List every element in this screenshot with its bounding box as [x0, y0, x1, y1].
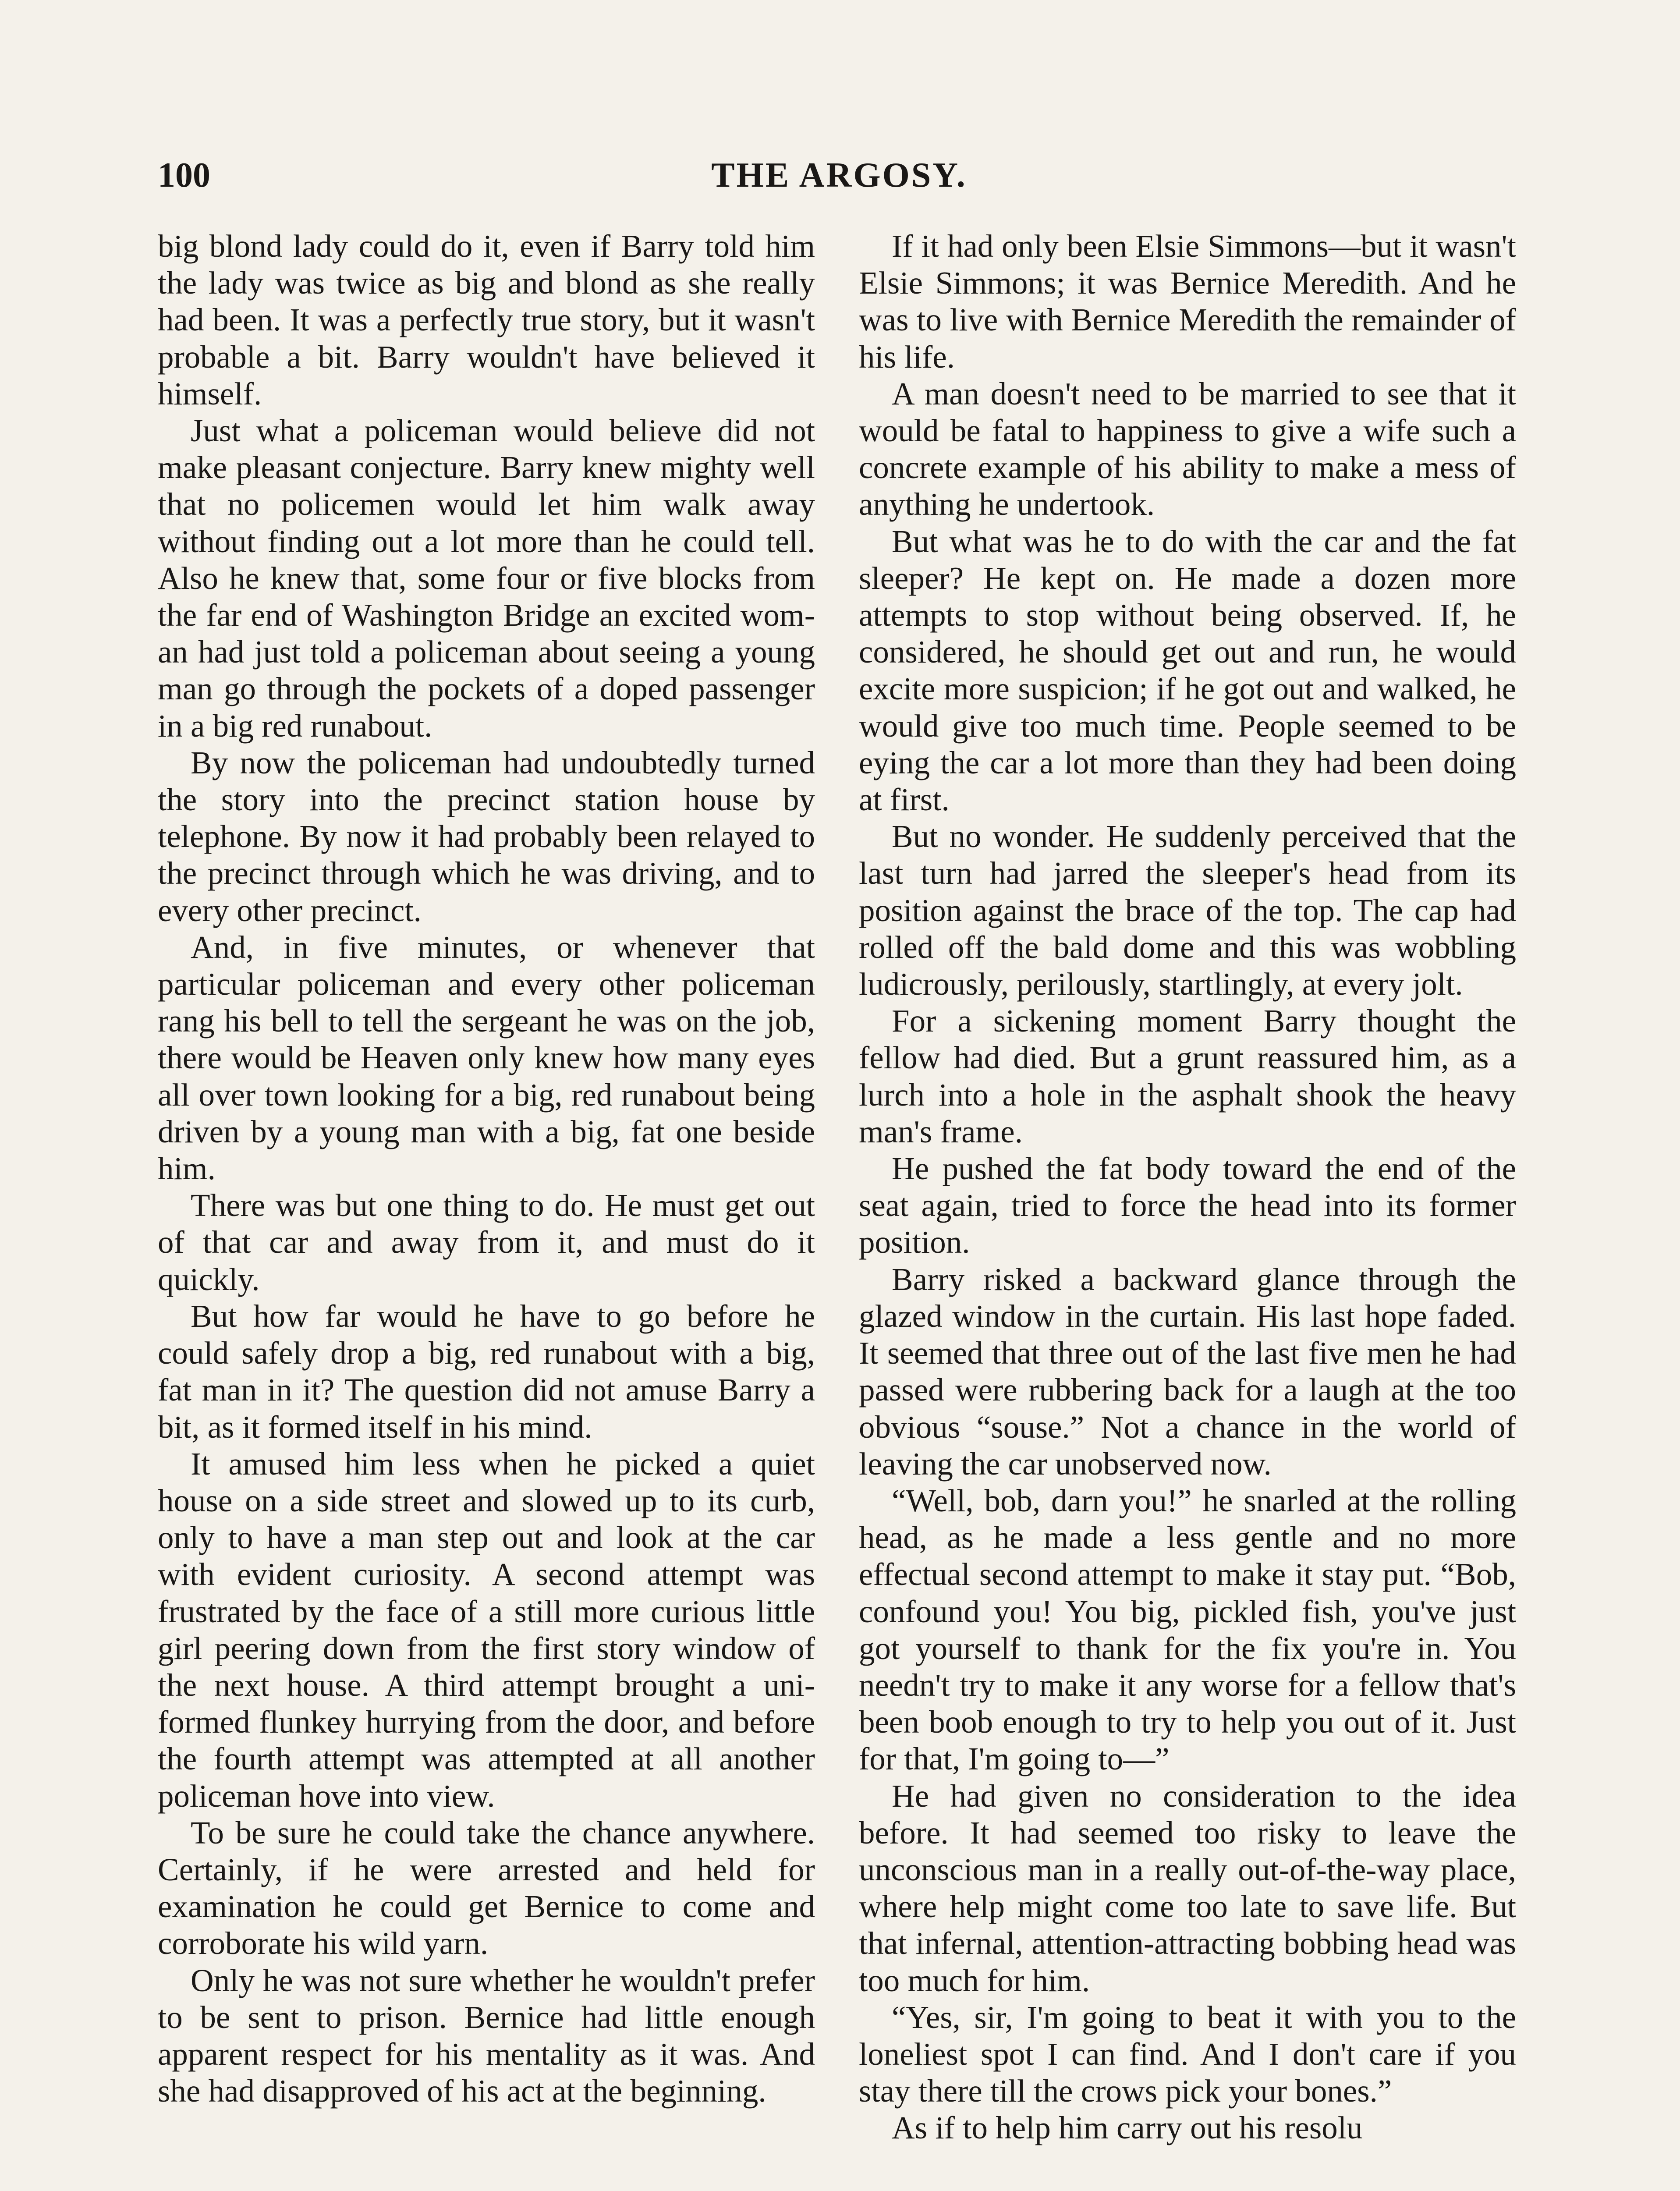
paragraph: There was but one thing to do. He must get out of that car and away from it, and must do it quickly.: [158, 1188, 815, 1297]
right-column: [859, 228, 1516, 2147]
paragraph: He pushed the fat body toward the end of the seat again, tried to force the head into its former position.: [859, 1151, 1516, 1260]
paragraph: To be sure he could take the chance anywhere. Certainly, if he were arrested and held for examination he could get Bernice to come and corroborate his wild yarn.: [158, 1815, 815, 1961]
paragraph: As if to help him carry out his resolu: [892, 2110, 1363, 2146]
running-title: THE ARGOSY.: [711, 156, 967, 195]
paragraph: But how far would he have to go before he could safely drop a big, red runabout with a big, fat man in it? The question did not amuse Barry a bit, as it formed itself in his mind.: [158, 1298, 815, 1445]
paragraph: And, in five minutes, or whenever that particular policeman and every other policeman rang his bell to tell the sergeant he was on the job, there would be Heaven only knew how many eyes all over town looking for a big, red runabout being driven by a young man with a big, fat one beside him.: [158, 929, 815, 1187]
paragraph: But no wonder. He suddenly perceived that the last turn had jarred the sleeper's head from its position against the brace of the top. The cap had rolled off the bald dome and this was wobbling ludicrously, perilously, startlingly, at every jolt.: [859, 819, 1516, 1002]
paragraph: Barry risked a backward glance through the glazed window in the curtain. His last hope faded. It seemed that three out of the last five men he had passed were rubbering back for a laugh at the too obvious “souse.” Not a chance in the world of leaving the car unobserved now.: [859, 1261, 1516, 1482]
paragraph: big blond lady could do it, even if Barry told him the lady was twice as big and blond as she really had been. It was a perfectly true story, but it wasn't probable a bit. Barry wouldn't have believed it himself.: [158, 228, 815, 411]
page-number: 100: [158, 156, 210, 195]
paragraph: “Yes, sir, I'm going to beat it with you to the loneliest spot I can find. And I don't care if you stay there till the crows pick your bones.”: [859, 1999, 1516, 2109]
paragraph: “Well, bob, darn you!” he snarled at the rolling head, as he made a less gentle and no more effectual second attempt to make it stay put. “Bob, confound you! You big, pickled fish, you've just got yourself to thank for the fix you're in. You needn't try to make it any worse for a fellow that's been boob enough to try to help you out of it. Just for that, I'm going to—”: [859, 1482, 1516, 1777]
paragraph: If it had only been Elsie Simmons—but it wasn't Elsie Simmons; it was Bernice Meredith. And he was to live with Bernice Meredith the remainder of his life.: [859, 228, 1516, 375]
paragraph: It amused him less when he picked a quiet house on a side street and slowed up to its curb, only to have a man step out and look at the car with evident curiosity. A second attempt was frustrated by the face of a still more curious little girl peering down from the first story window of the next house. A third attempt brought a uniformed flunkey hurrying from the door, and before the fourth attempt was attempted at all another policeman hove into view.: [158, 1446, 815, 1814]
paragraph: A man doesn't need to be married to see that it would be fatal to happiness to give a wife such a concrete example of his ability to make a mess of anything he undertook.: [859, 376, 1516, 522]
left-column: [158, 228, 815, 2109]
paragraph: For a sickening moment Barry thought the fellow had died. But a grunt reassured him, as a lurch into a hole in the asphalt shook the heavy man's frame.: [859, 1003, 1516, 1149]
page-header: [158, 149, 1521, 202]
paragraph: But what was he to do with the car and the fat sleeper? He kept on. He made a dozen more attempts to stop without being observed. If, he considered, he should get out and run, he would excite more suspicion; if he got out and walked, he would give too much time. People seemed to be eying the car a lot more than they had been doing at first.: [859, 523, 1516, 818]
paragraph: Just what a policeman would believe did not make pleasant conjecture. Barry knew mighty well that no policemen would let him walk away without finding out a lot more than he could tell. Also he knew that, some four or five blocks from the far end of Washington Bridge an excited woman had just told a policeman about seeing a young man go through the pockets of a doped passenger in a big red runabout.: [158, 413, 815, 744]
paragraph: By now the policeman had undoubtedly turned the story into the precinct station house by telephone. By now it had probably been relayed to the precinct through which he was driving, and to every other precinct.: [158, 745, 815, 928]
paragraph: He had given no consideration to the idea before. It had seemed too risky to leave the unconscious man in a really out-of-the-way place, where help might come too late to save life. But that infernal, attention-attracting bobbing head was too much for him.: [859, 1778, 1516, 1998]
paragraph: Only he was not sure whether he wouldn't prefer to be sent to prison. Bernice had little enough apparent respect for his mentality as it was. And she had disapproved of his act at the beginning.: [158, 1962, 815, 2109]
